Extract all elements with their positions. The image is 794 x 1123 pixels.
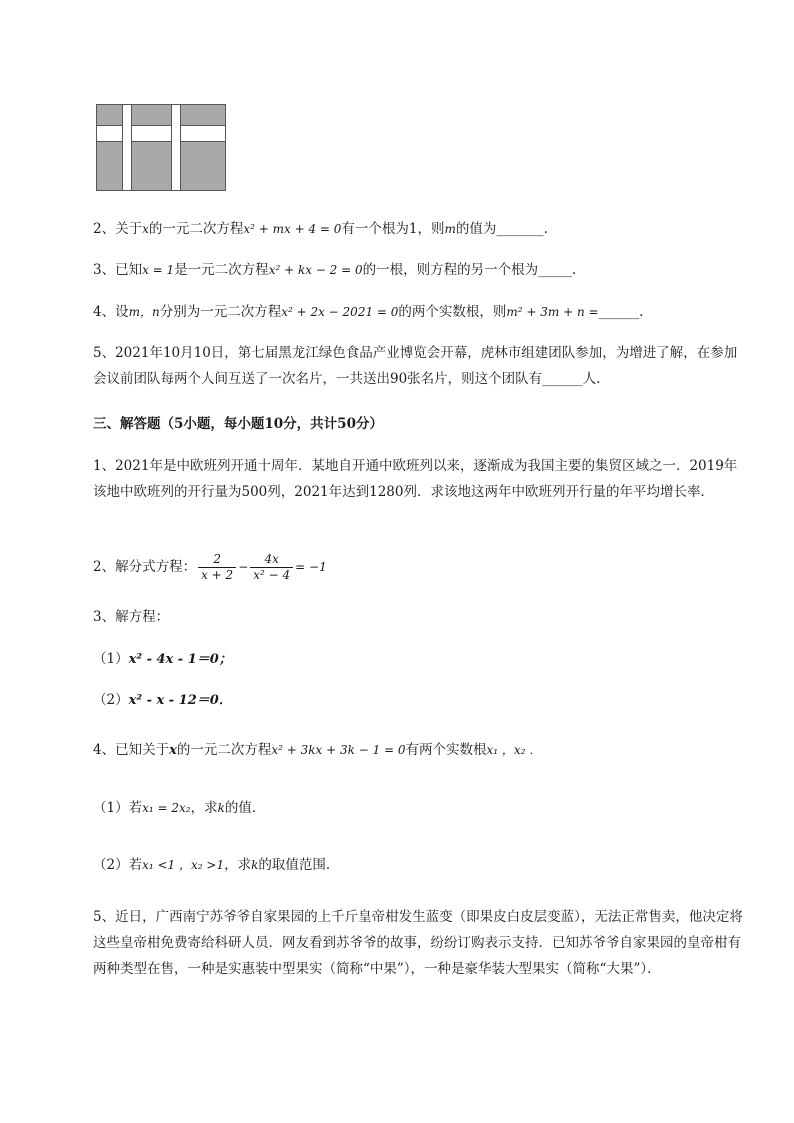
q3-root: x = 1 xyxy=(142,263,175,277)
q4s-var: x xyxy=(169,743,177,758)
fraction-2-denominator: x² − 4 xyxy=(250,567,293,583)
solve-question-4-part-1 xyxy=(93,798,265,818)
solve-question-4-part-2 xyxy=(93,855,339,875)
solve-question-1: 1、2021年是中欧班列开通十周年．某地自开通中欧班列以来，逐渐成为我国主要的集贸区域之一．2019年该地中欧班列的开行量为500列，2021年达到1280列．求该地这两年中欧班列开行量的年平均增长率． xyxy=(93,458,738,500)
q2-mid2: 有一个根为1，则 xyxy=(341,221,445,237)
q4s-mid1: 的一元二次方程 xyxy=(176,742,272,758)
q2s-minus: − xyxy=(238,560,249,574)
q2-suffix: 的值为_______. xyxy=(455,221,548,237)
fraction-2 xyxy=(250,552,293,583)
q4s-roots: x₁ ，x₂ ． xyxy=(486,743,542,757)
q4-vars: m，n xyxy=(128,305,160,319)
fill-in-question-5: 5、2021年10月10日，第七届黑龙江绿色食品产业博览会开幕，虎林市组建团队参加，为增进了解，在参加会议前团队每两个人间互送了一次名片，一共送出90张名片，则这个团队有______人. xyxy=(93,345,738,387)
q2-var-m: m xyxy=(444,222,456,236)
q2-equation: x² + mx + 4 = 0 xyxy=(243,222,342,236)
solve-question-2 xyxy=(93,550,327,584)
solve-question-3-title: 3、解方程： xyxy=(93,609,170,625)
q3s-p1-equation: x² - 4x - 1＝0； xyxy=(128,652,232,667)
fill-in-question-3 xyxy=(93,260,576,280)
q4s-p1-var: k xyxy=(217,801,225,815)
fraction-1-denominator: x + 2 xyxy=(198,567,236,583)
q4-expression: m² + 3m + n = xyxy=(506,305,599,319)
section-3-heading: 三、解答题（5小题，每小题10分，共计50分） xyxy=(93,416,383,432)
q3-mid1: 是一元二次方程 xyxy=(174,262,269,278)
fraction-1-numerator: 2 xyxy=(213,552,221,566)
solve-question-5: 5、近日，广西南宁苏爷爷自家果园的上千斤皇帝柑发生蓝变（即果皮白皮层变蓝），无法正常售卖，他决定将这些皇帝柑免费寄给科研人员．网友看到苏爷爷的故事，纷纷订购表示支持．已知苏爷爷自家果园的皇帝柑有两种类型在售，一种是实惠装中型果实（简称“中果”），一种是豪华装大型果实（简称“大果”）． xyxy=(93,909,743,977)
q4s-p2-var: k xyxy=(251,858,259,872)
q4-mid2: 的两个实数根，则 xyxy=(398,304,507,320)
q4s-p1-label: （1）若 xyxy=(93,800,143,816)
q3-prefix: 3、已知 xyxy=(93,262,143,278)
q2-prefix: 2、关于 xyxy=(93,221,143,237)
q2s-prefix: 2、解分式方程： xyxy=(93,559,197,575)
q2s-rhs: = −1 xyxy=(295,560,327,574)
fraction-1 xyxy=(198,552,236,583)
q4s-p1-condition: x₁ = 2x₂ xyxy=(142,801,191,815)
q4s-equation: x² + 3kx + 3k − 1 = 0 xyxy=(271,743,406,757)
q4s-mid2: 有两个实数根 xyxy=(405,742,487,758)
q4-suffix: ______. xyxy=(598,304,644,320)
q4-equation: x² + 2x − 2021 = 0 xyxy=(281,305,399,319)
solve-question-4 xyxy=(93,740,541,761)
q4-mid1: 分别为一元二次方程 xyxy=(159,304,282,320)
q3s-p2-equation: x² - x - 12＝0． xyxy=(128,693,232,708)
horizontal-road xyxy=(97,125,225,142)
q4s-p1-suffix: ，求 xyxy=(190,800,218,816)
vertical-road-right xyxy=(171,105,181,190)
fill-in-question-2 xyxy=(93,219,548,239)
q3s-p2-label: （2） xyxy=(93,692,129,708)
vertical-road-left xyxy=(122,105,132,190)
fraction-2-numerator: 4x xyxy=(264,552,279,566)
q4-prefix: 4、设 xyxy=(93,304,129,320)
q4s-p2-label: （2）若 xyxy=(93,857,143,873)
q3-equation: x² + kx − 2 = 0 xyxy=(268,263,363,277)
q4s-prefix: 4、已知关于 xyxy=(93,742,170,758)
q3s-p1-label: （1） xyxy=(93,651,129,667)
fill-in-question-4 xyxy=(93,302,643,322)
q4s-p2-condition: x₁ <1 ，x₂ >1 xyxy=(142,858,225,872)
rectangle-road-figure xyxy=(96,104,226,191)
q2-var-x: x xyxy=(142,222,149,236)
solve-question-3-part-1 xyxy=(93,649,232,670)
q4s-p2-end: 的取值范围． xyxy=(258,857,340,873)
q4s-p2-suffix: ，求 xyxy=(224,857,252,873)
q4s-p1-end: 的值． xyxy=(224,800,266,816)
q2-mid1: 的一元二次方程 xyxy=(148,221,244,237)
solve-question-3-part-2 xyxy=(93,690,232,711)
q3-suffix: 的一根，则方程的另一个根为_____. xyxy=(362,262,577,278)
